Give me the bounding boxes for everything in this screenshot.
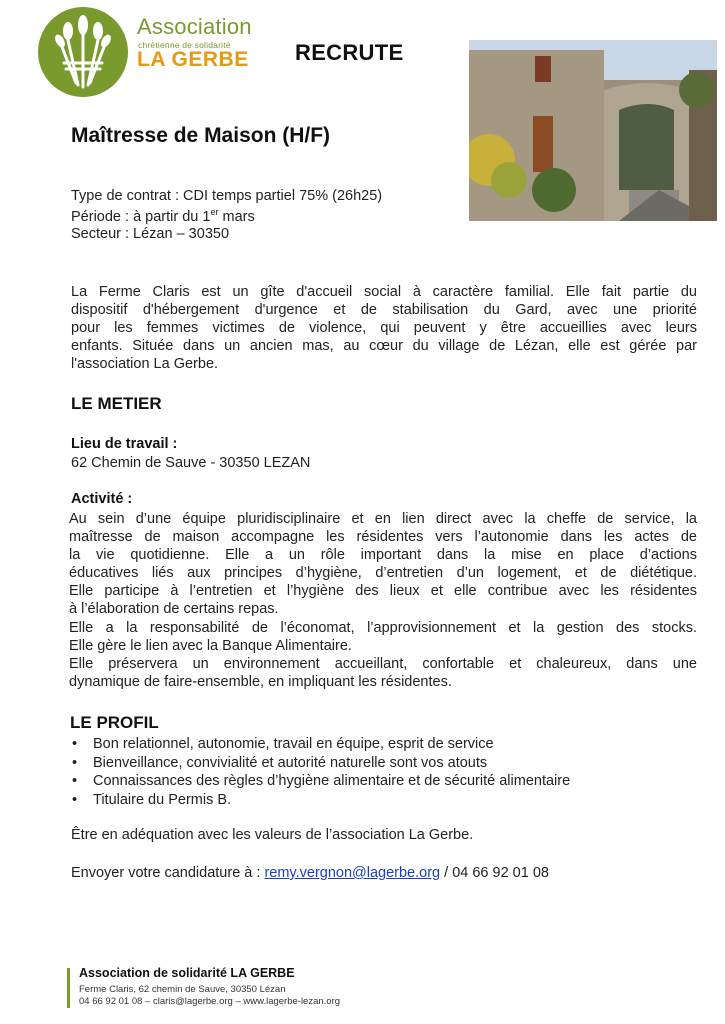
intro-line: La Ferme Claris est un gîte d'accueil social à caractère familial. Elle fait partie du bbox=[71, 284, 697, 300]
activity-line: éducatives liés aux principes d’hygiène, d’entretien d’un logement, et de diététique. bbox=[69, 565, 697, 582]
activity-line: à l’élaboration de certains repas. bbox=[69, 601, 279, 618]
contract-type: Type de contrat : CDI temps partiel 75% (26h25) bbox=[71, 188, 383, 204]
list-item: • Bienveillance, convivialité et autorité naturelle sont vos atouts bbox=[71, 754, 570, 773]
brand-subtitle: chrétienne de solidarité bbox=[138, 40, 231, 50]
period-text: Période : à partir du 1 bbox=[71, 208, 211, 225]
profil-heading: LE PROFIL bbox=[70, 713, 159, 732]
contract-period bbox=[71, 207, 255, 225]
workplace-label: Lieu de travail : bbox=[71, 436, 178, 452]
activity-label: Activité : bbox=[71, 491, 133, 507]
apply-phone: / 04 66 92 01 08 bbox=[440, 865, 549, 881]
apply-email-link[interactable]: remy.vergnon@lagerbe.org bbox=[264, 865, 441, 881]
activity-line: Elle gère le lien avec la Banque Alimentaire. bbox=[69, 637, 352, 654]
job-title: Maîtresse de Maison (H/F) bbox=[71, 124, 331, 147]
workplace-address: 62 Chemin de Sauve - 30350 LEZAN bbox=[71, 455, 311, 471]
intro-paragraph bbox=[71, 283, 697, 373]
activity-line: la vie quotidienne. Elle a un rôle important dans la mise en place d’actions bbox=[69, 547, 697, 564]
footer-accent-bar bbox=[67, 968, 70, 1008]
apply-prefix: Envoyer votre candidature à : bbox=[71, 865, 265, 881]
activity-line: dynamique de faire-ensemble, en impliquant les résidentes. bbox=[69, 673, 452, 690]
farmhouse-image bbox=[469, 40, 717, 221]
brand-name: LA GERBE bbox=[137, 48, 249, 71]
activity-line: maîtresse de maison accompagne les résidentes vers l’autonomie dans les actes de bbox=[69, 529, 697, 546]
footer-org-name: Association de solidarité LA GERBE bbox=[79, 966, 295, 980]
intro-line: pour les femmes victimes de violence, qui peuvent y être accueillies avec leurs bbox=[71, 320, 697, 337]
profil-list bbox=[71, 735, 570, 809]
apply-line bbox=[71, 865, 549, 881]
brand-association: Association bbox=[137, 14, 252, 39]
contract-sector: Secteur : Lézan – 30350 bbox=[71, 226, 230, 242]
values-statement: Être en adéquation avec les valeurs de l’association La Gerbe. bbox=[71, 827, 474, 843]
recrute-heading: RECRUTE bbox=[295, 40, 404, 65]
list-item: • Titulaire du Permis B. bbox=[71, 791, 570, 810]
metier-heading: LE METIER bbox=[71, 394, 162, 413]
activity-line: Elle participe à l’entretien et l’hygiène des lieux et elle contribue avec les résidentes bbox=[69, 583, 697, 600]
list-item: • Connaissances des règles d’hygiène alimentaire et de sécurité alimentaire bbox=[71, 772, 570, 791]
intro-line: l'association La Gerbe. bbox=[71, 356, 219, 373]
activity-line: Elle préservera un environnement accueillant, confortable et chaleureux, dans une bbox=[69, 655, 697, 672]
intro-line: enfants. Située dans un ancien mas, au cœur du village de Lézan, elle est gérée par bbox=[71, 338, 697, 355]
activity-line: Au sein d’une équipe pluridisciplinaire et en lien direct avec la cheffe de service, la bbox=[69, 511, 697, 527]
period-superscript: er bbox=[210, 207, 219, 217]
farmhouse-photo bbox=[469, 40, 717, 221]
activity-paragraph bbox=[69, 510, 697, 691]
list-item: • Bon relationnel, autonomie, travail en équipe, esprit de service bbox=[71, 735, 570, 754]
footer-address: Ferme Claris, 62 chemin de Sauve, 30350 Lézan bbox=[79, 984, 286, 995]
activity-line: Elle a la responsabilité de l’économat, l’approvisionnement et la gestion des stocks. bbox=[69, 619, 697, 636]
association-logo bbox=[38, 7, 128, 97]
wheat-sheaf-icon bbox=[38, 7, 128, 97]
period-month: mars bbox=[218, 208, 255, 225]
footer-contact: 04 66 92 01 08 – claris@lagerbe.org – www.lagerbe-lezan.org bbox=[79, 996, 341, 1007]
intro-line: dispositif d'hébergement d'urgence et de stabilisation du Gard, avec une priorité bbox=[71, 302, 697, 319]
